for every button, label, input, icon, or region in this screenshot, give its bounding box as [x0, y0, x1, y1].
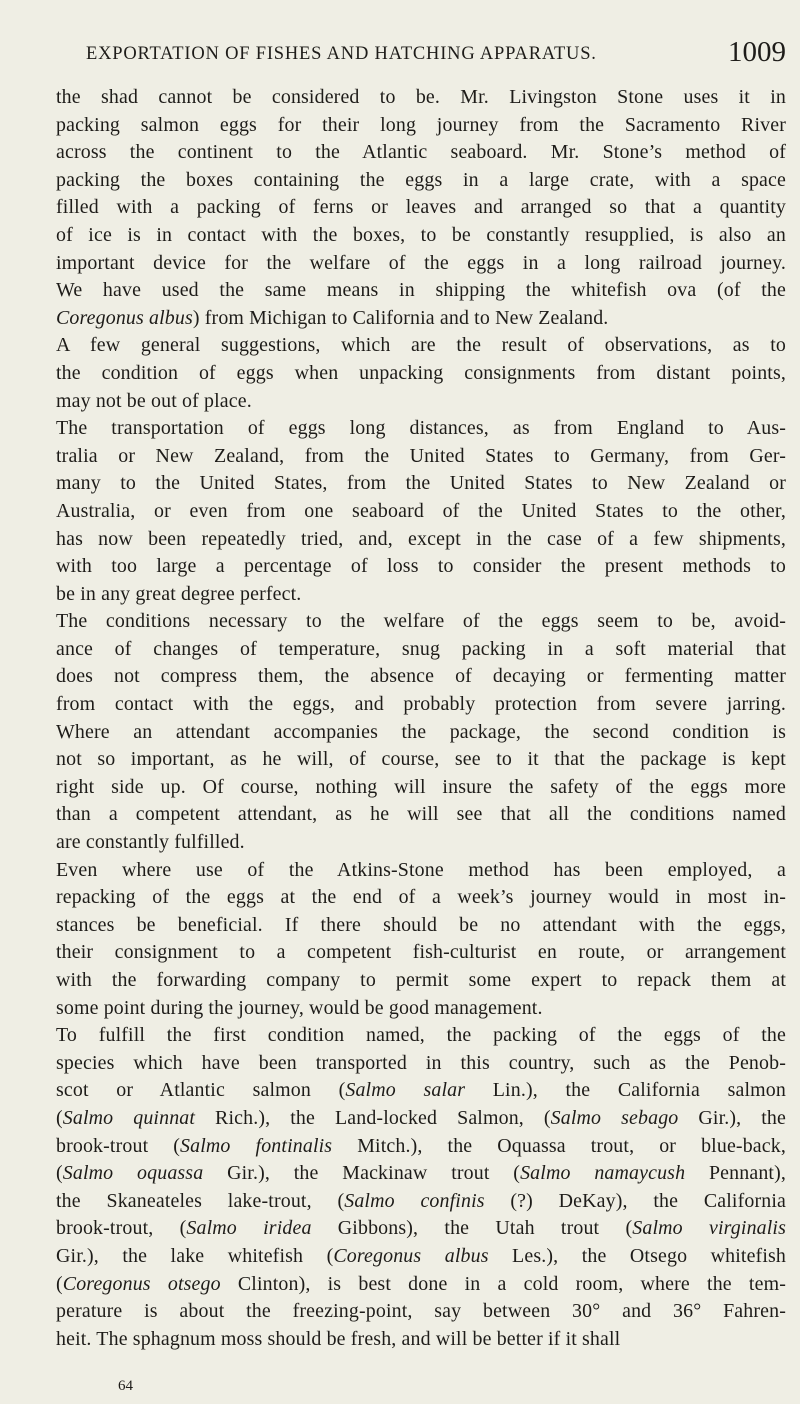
paragraph: [56, 415, 786, 608]
text-line: does not compress them, the absence of decaying or fermenting matter: [56, 665, 786, 688]
text-line: (Salmo quinnat Rich.), the Land-locked Salmon, (Salmo sebago Gir.), the: [56, 1106, 786, 1129]
text-line: Coregonus albus) from Michigan to California and to New Zealand.: [56, 306, 609, 329]
text-line: their consignment to a competent fish-culturist en route, or arrangement: [56, 941, 786, 964]
text-line: Where an attendant accompanies the package, the second condition is: [56, 720, 786, 743]
text-line: are constantly fulfilled.: [56, 831, 245, 854]
page-number: 1009: [728, 36, 786, 68]
text-line: Australia, or even from one seaboard of the United States to the other,: [56, 499, 786, 522]
text-line: brook-trout (Salmo fontinalis Mitch.), the Oquassa trout, or blue-back,: [56, 1134, 786, 1157]
text-line: To fulfill the first condition named, the packing of the eggs of the: [56, 1024, 786, 1047]
body-text: [56, 84, 786, 1353]
text-line: be in any great degree perfect.: [56, 582, 302, 605]
text-line: from contact with the eggs, and probably protection from severe jarring.: [56, 693, 786, 716]
text-line: A few general suggestions, which are the result of observations, as to: [56, 334, 786, 357]
text-line: Even where use of the Atkins-Stone method has been employed, a: [56, 858, 786, 881]
text-line: not so important, as he will, of course, see to it that the package is kept: [56, 748, 786, 771]
signature-mark: 64: [118, 1378, 133, 1394]
paragraph: [56, 84, 786, 332]
text-line: filled with a packing of ferns or leaves and arranged so that a quantity: [56, 196, 786, 219]
text-line: may not be out of place.: [56, 389, 252, 412]
text-line: the Skaneateles lake-trout, (Salmo confinis (?) DeKay), the California: [56, 1189, 786, 1212]
text-line: perature is about the freezing-point, say between 30° and 36° Fahren-: [56, 1300, 786, 1323]
text-line: brook-trout, (Salmo iridea Gibbons), the Utah trout (Salmo virginalis: [56, 1217, 787, 1240]
text-line: packing the boxes containing the eggs in a large crate, with a space: [56, 168, 786, 191]
text-line: The conditions necessary to the welfare of the eggs seem to be, avoid-: [56, 610, 786, 633]
text-line: packing salmon eggs for their long journey from the Sacramento River: [56, 113, 786, 136]
running-head: EXPORTATION OF FISHES AND HATCHING APPARATUS.: [86, 44, 597, 64]
text-line: the shad cannot be considered to be. Mr. Livingston Stone uses it in: [56, 86, 786, 108]
text-line: has now been repeatedly tried, and, except in the case of a few shipments,: [56, 527, 786, 550]
text-line: stances be beneficial. If there should be no attendant with the eggs,: [56, 913, 786, 936]
paragraph: [56, 1022, 786, 1353]
text-line: heit. The sphagnum moss should be fresh, and will be better if it shall: [56, 1327, 621, 1350]
text-line: repacking of the eggs at the end of a week’s journey would in most in-: [56, 886, 786, 909]
text-line: (Salmo oquassa Gir.), the Mackinaw trout (Salmo namaycush Pennant),: [56, 1162, 786, 1185]
text-line: some point during the journey, would be good management.: [56, 996, 543, 1019]
text-line: Gir.), the lake whitefish (Coregonus albus Les.), the Otsego whitefish: [56, 1244, 786, 1267]
paragraph: [56, 608, 786, 856]
text-line: species which have been transported in this country, such as the Penob-: [56, 1051, 786, 1074]
paragraph: [56, 332, 786, 415]
text-line: We have used the same means in shipping the whitefish ova (of the: [56, 279, 786, 302]
text-line: ance of changes of temperature, snug packing in a soft material that: [56, 637, 786, 660]
text-line: many to the United States, from the United States to New Zealand or: [56, 472, 786, 495]
text-line: of ice is in contact with the boxes, to be constantly resupplied, is also an: [56, 223, 786, 246]
text-line: the condition of eggs when unpacking consignments from distant points,: [56, 361, 786, 384]
text-line: scot or Atlantic salmon (Salmo salar Lin.), the California salmon: [56, 1079, 786, 1102]
text-line: with too large a percentage of loss to consider the present methods to: [56, 555, 786, 578]
text-line: (Coregonus otsego Clinton), is best done in a cold room, where the tem-: [56, 1272, 786, 1295]
text-line: across the continent to the Atlantic seaboard. Mr. Stone’s method of: [56, 141, 786, 164]
text-line: than a competent attendant, as he will see that all the conditions named: [56, 803, 786, 826]
text-line: important device for the welfare of the eggs in a long railroad journey.: [56, 251, 786, 274]
text-line: The transportation of eggs long distances, as from England to Aus-: [56, 417, 786, 440]
text-line: right side up. Of course, nothing will insure the safety of the eggs more: [56, 775, 786, 798]
page-header: [86, 30, 786, 70]
text-line: with the forwarding company to permit some expert to repack them at: [56, 969, 786, 991]
paragraph: [56, 857, 786, 1023]
text-line: tralia or New Zealand, from the United States to Germany, from Ger-: [56, 444, 786, 467]
